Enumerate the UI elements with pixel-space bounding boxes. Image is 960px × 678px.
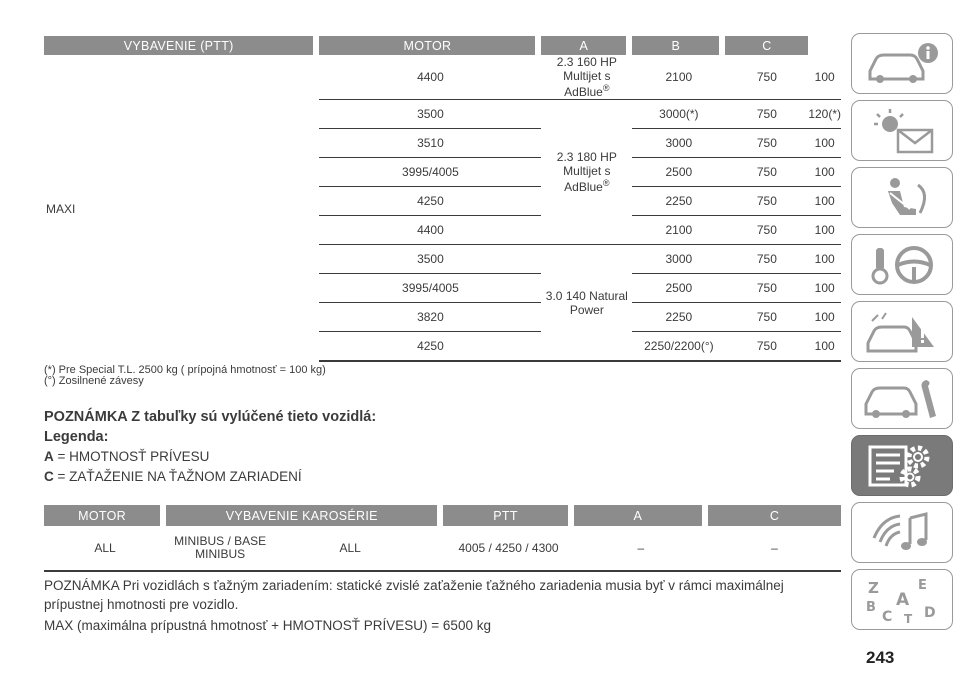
header-c: C <box>708 505 841 526</box>
body-line: MINIBUS <box>195 547 246 561</box>
b-cell: 750 <box>725 128 808 157</box>
header-vybavenie-karoserie: VYBAVENIE KAROSÉRIE <box>166 505 443 526</box>
legend-c <box>44 467 841 487</box>
a-cell: 2250 <box>632 302 725 331</box>
ptt-cell: 4400 <box>319 215 541 244</box>
registered-mark: ® <box>602 83 610 93</box>
c-cell: – <box>574 526 708 572</box>
ptt-cell: 3995/4005 <box>319 273 541 302</box>
ptt-cell: 4400 <box>417 70 444 84</box>
header-motor: MOTOR <box>44 505 166 526</box>
header-motor: MOTOR <box>319 36 541 55</box>
b-cell: 750 <box>725 244 808 273</box>
note-block <box>44 407 841 487</box>
a-cell: 4005 / 4250 / 4300 <box>443 526 573 572</box>
excluded-vehicles-table <box>44 505 841 572</box>
a-cell: 2250/2200(°) <box>632 331 725 362</box>
ptt-cell: 3500 <box>319 99 541 128</box>
c-cell: 100 <box>808 215 841 244</box>
header-a: A <box>541 36 632 55</box>
tab-index[interactable] <box>851 569 953 630</box>
footnotes <box>44 365 841 387</box>
a-cell: 2100 <box>632 215 725 244</box>
c-cell: 100 <box>808 157 841 186</box>
a-cell: 3000 <box>632 128 725 157</box>
header-ptt: PTT <box>443 505 573 526</box>
warning-light-mail-icon <box>860 106 944 156</box>
tab-multimedia[interactable] <box>851 502 953 563</box>
airbag-seat-icon <box>860 173 944 223</box>
table-header-row <box>44 36 841 55</box>
b-cell: 750 <box>725 331 808 362</box>
index-letter: D <box>924 604 936 621</box>
group-label: MAXI <box>46 201 76 216</box>
car-info-icon <box>860 39 944 89</box>
tab-technical-data[interactable] <box>851 435 953 496</box>
a-cell: 3000 <box>632 244 725 273</box>
body-cell <box>166 526 443 572</box>
header-a: A <box>574 505 708 526</box>
a-cell: 2500 <box>632 273 725 302</box>
index-letter: E <box>918 577 927 593</box>
c-cell: 100 <box>808 302 841 331</box>
tab-safety[interactable] <box>851 167 953 228</box>
note-title: POZNÁMKA Z tabuľky sú vylúčené tieto vozidlá: <box>44 409 377 425</box>
index-letters-icon <box>860 575 944 625</box>
ptt-cell: 3510 <box>319 128 541 157</box>
car-crash-icon <box>860 307 944 357</box>
multimedia-icon <box>860 508 944 558</box>
table-row <box>44 55 841 99</box>
engine-cell <box>541 99 632 244</box>
registered-mark: ® <box>602 178 610 188</box>
index-letter: B <box>866 599 876 615</box>
header-c: C <box>725 36 808 55</box>
car-wrench-icon <box>860 374 944 424</box>
tab-starting-driving[interactable] <box>851 234 953 295</box>
ptt-cell: 3995/4005 <box>319 157 541 186</box>
c-cell: 120(*) <box>808 99 841 128</box>
b-cell: 750 <box>725 215 808 244</box>
legend-a <box>44 447 841 467</box>
footnote: (*) Pre Special T.L. 2500 kg ( prípojná hmotnosť = 100 kg) <box>44 364 326 376</box>
c-cell: – <box>708 526 841 572</box>
ptt-cell: 4250 <box>319 331 541 362</box>
engine-label: 2.3 160 HP Multijet s AdBlue <box>556 55 617 99</box>
key-steering-wheel-icon <box>860 240 944 290</box>
note-paragraph: POZNÁMKA Pri vozidlách s ťažným zariadením: statické zvislé zaťaženie ťažného zariadenia musia byť v rámci maximálnej prípustnej hmotnosti pre vozidlo. <box>44 578 784 612</box>
tab-maintenance[interactable] <box>851 368 953 429</box>
legend-title: Legenda: <box>44 429 109 445</box>
footnote: (°) Zosilnené závesy <box>44 375 144 387</box>
towing-capacity-table <box>44 36 841 362</box>
tab-warnings[interactable] <box>851 100 953 161</box>
motor-cell: ALL <box>44 526 166 572</box>
ptt-cell: ALL <box>339 540 361 555</box>
table-header-row <box>44 505 841 526</box>
b-cell: 750 <box>725 302 808 331</box>
table-row <box>44 526 841 572</box>
c-cell: 100 <box>808 128 841 157</box>
ptt-cell: 3500 <box>319 244 541 273</box>
header-b: B <box>632 36 725 55</box>
a-cell: 3000(*) <box>632 99 725 128</box>
tab-dashboard[interactable] <box>851 33 953 94</box>
b-cell: 750 <box>725 99 808 128</box>
page-number: 243 <box>866 648 895 667</box>
body-line: MINIBUS / BASE <box>174 534 267 548</box>
c-cell: 100 <box>808 273 841 302</box>
b-cell: 750 <box>725 273 808 302</box>
page-content <box>44 36 841 635</box>
index-letter: C <box>882 608 893 625</box>
c-cell: 100 <box>808 186 841 215</box>
formula-paragraph: MAX (maximálna prípustná hmotnosť + HMOTNOSŤ PRÍVESU) = 6500 kg <box>44 618 491 633</box>
b-cell: 750 <box>725 157 808 186</box>
specs-gear-icon <box>860 441 944 491</box>
header-vybavenie-ptt: VYBAVENIE (PTT) <box>44 36 319 55</box>
engine-cell <box>541 55 632 99</box>
tab-emergency[interactable] <box>851 301 953 362</box>
c-cell: 100 <box>814 70 835 84</box>
index-letter: Z <box>868 578 879 597</box>
legend-c-text: = ZAŤAŽENIE NA ŤAŽNOM ZARIADENÍ <box>53 469 302 484</box>
engine-cell: 3.0 140 Natural Power <box>541 244 632 362</box>
legend-a-text: = HMOTNOSŤ PRÍVESU <box>53 449 210 464</box>
engine-label: 2.3 180 HP Multijet s AdBlue <box>556 150 617 194</box>
a-cell: 2500 <box>632 157 725 186</box>
a-cell: 2100 <box>665 70 693 84</box>
legend-c-key: C <box>44 469 54 484</box>
ptt-cell: 4250 <box>319 186 541 215</box>
chapter-sidebar <box>851 33 953 636</box>
b-cell: 750 <box>725 186 808 215</box>
index-letter: T <box>904 611 913 625</box>
ptt-cell: 3820 <box>319 302 541 331</box>
a-cell: 2250 <box>632 186 725 215</box>
c-cell: 100 <box>808 244 841 273</box>
b-cell: 750 <box>756 70 777 84</box>
index-letter: A <box>896 589 910 610</box>
legend-a-key: A <box>44 449 54 464</box>
c-cell: 100 <box>808 331 841 362</box>
